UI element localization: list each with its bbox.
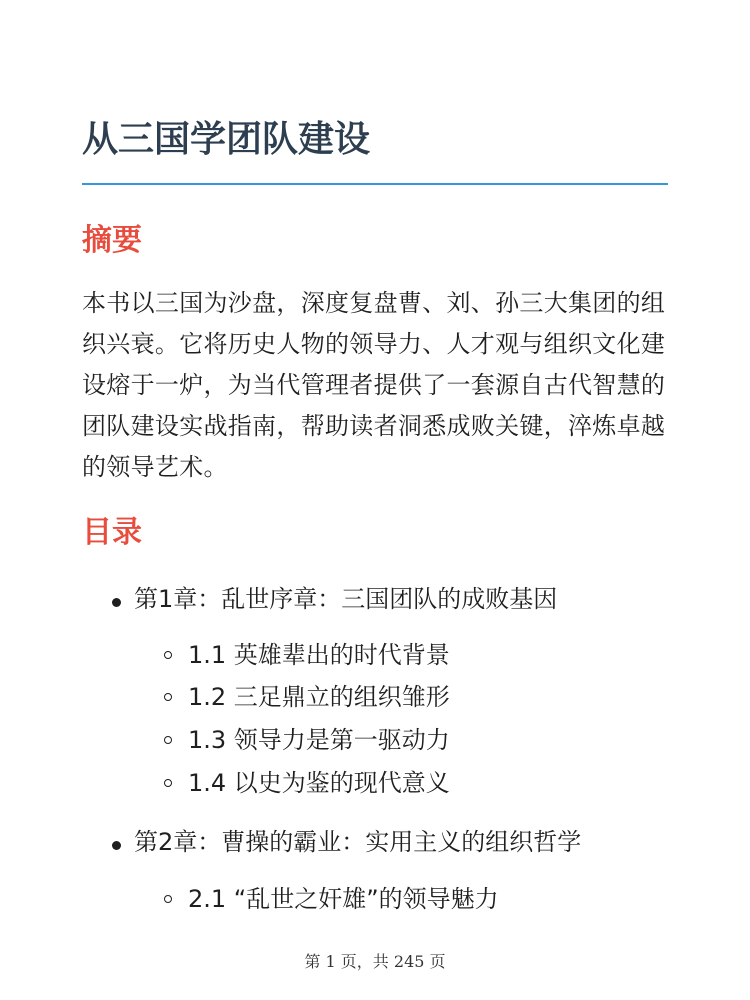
bullet-dot-icon [112, 841, 121, 850]
toc-heading: 目录 [82, 515, 142, 550]
document-title: 从三国学团队建设 [82, 119, 371, 160]
toc-section-1-2: 1.2 三足鼎立的组织雏形 [188, 683, 450, 711]
bullet-circle-icon [164, 779, 172, 787]
abstract-paragraph: 本书以三国为沙盘，深度复盘曹、刘、孙三大集团的组织兴衰。它将历史人物的领导力、人才观与组织文化建设熔于一炉，为当代管理者提供了一套源自古代智慧的团队建设实战指南，帮助读者洞悉成败关键，淬炼卓越的领导艺术。 [82, 289, 666, 481]
bullet-circle-icon [164, 693, 172, 701]
bullet-dot-icon [112, 598, 121, 607]
bullet-circle-icon [164, 736, 172, 744]
toc-chapter-2: 第2章：曹操的霸业：实用主义的组织哲学 [134, 828, 582, 856]
toc-section-1-3: 1.3 领导力是第一驱动力 [188, 726, 450, 754]
toc-section-1-4: 1.4 以史为鉴的现代意义 [188, 769, 450, 797]
bullet-circle-icon [164, 651, 172, 659]
toc-chapter-1: 第1章：乱世序章：三国团队的成败基因 [134, 585, 558, 613]
toc-section-1-1: 1.1 英雄辈出的时代背景 [188, 641, 450, 669]
abstract-heading: 摘要 [82, 223, 142, 258]
toc-section-2-1: 2.1 “乱世之奸雄”的领导魅力 [188, 885, 499, 913]
title-divider [82, 183, 668, 185]
page-number-footer: 第 1 页，共 245 页 [304, 952, 446, 971]
bullet-circle-icon [164, 895, 172, 903]
